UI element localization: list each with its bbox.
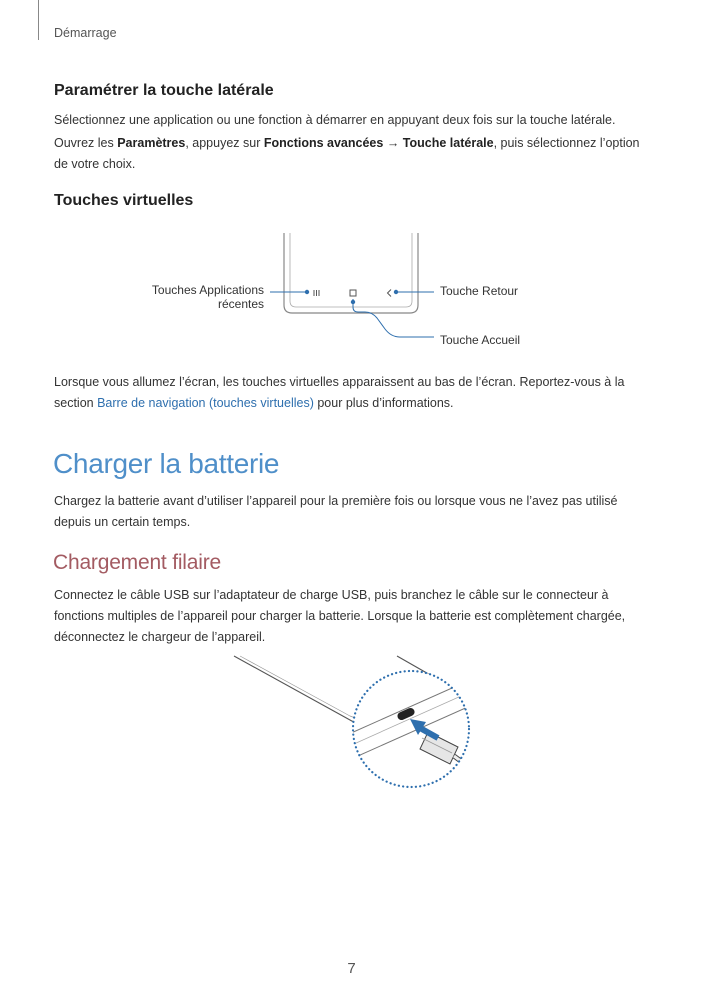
- callout-dot-home: [351, 300, 355, 304]
- header-rule: [38, 0, 39, 40]
- wired-charging-illustration: [0, 640, 703, 800]
- side-key-paragraph-1: Sélectionnez une application ou une fonction à démarrer en appuyant deux fois sur la touche latérale.: [54, 113, 616, 127]
- battery-paragraph: Chargez la batterie avant d’utiliser l’appareil pour la première fois ou lorsque vous ne l’avez pas utilisé depuis un certain temps.: [54, 494, 618, 529]
- callout-dot-back: [394, 290, 398, 294]
- callout-dot-recent: [305, 290, 309, 294]
- wired-charging-paragraph: Connectez le câble USB sur l’adaptateur de charge USB, puis branchez le câble sur le connecteur à fonctions multiples de l’appareil pour charger la batterie. Lorsque la batterie est complètement chargée, déconnectez le chargeur de l’appareil.: [54, 588, 626, 644]
- section-title-side-key: Paramétrer la touche latérale: [54, 82, 274, 99]
- running-head: Démarrage: [54, 26, 117, 40]
- recent-apps-key-icon: [314, 290, 320, 296]
- label-home-key: Touche Accueil: [440, 333, 521, 347]
- side-key-paragraph-2: Ouvrez les Paramètres, appuyez sur Fonctions avancées → Touche latérale, puis sélectionnez l’option de votre choix.: [54, 136, 640, 171]
- label-recent-apps: Touches Applications récentes: [151, 283, 264, 311]
- navigation-bar-link[interactable]: Barre de navigation (touches virtuelles): [97, 396, 314, 410]
- virtual-keys-paragraph: Lorsque vous allumez l’écran, les touches virtuelles apparaissent au bas de l’écran. Reportez-vous à la section Barre de navigation (touches virtuelles) pour plus d’informations.: [54, 375, 625, 410]
- virtual-keys-illustration: [0, 225, 703, 355]
- chapter-title-charge-battery: Charger la batterie: [53, 448, 280, 479]
- page-number: 7: [347, 960, 356, 977]
- label-back-key: Touche Retour: [440, 284, 519, 298]
- section-title-virtual-keys: Touches virtuelles: [54, 192, 194, 209]
- zoom-detail: [340, 668, 475, 793]
- section-title-wired-charging: Chargement filaire: [53, 551, 221, 574]
